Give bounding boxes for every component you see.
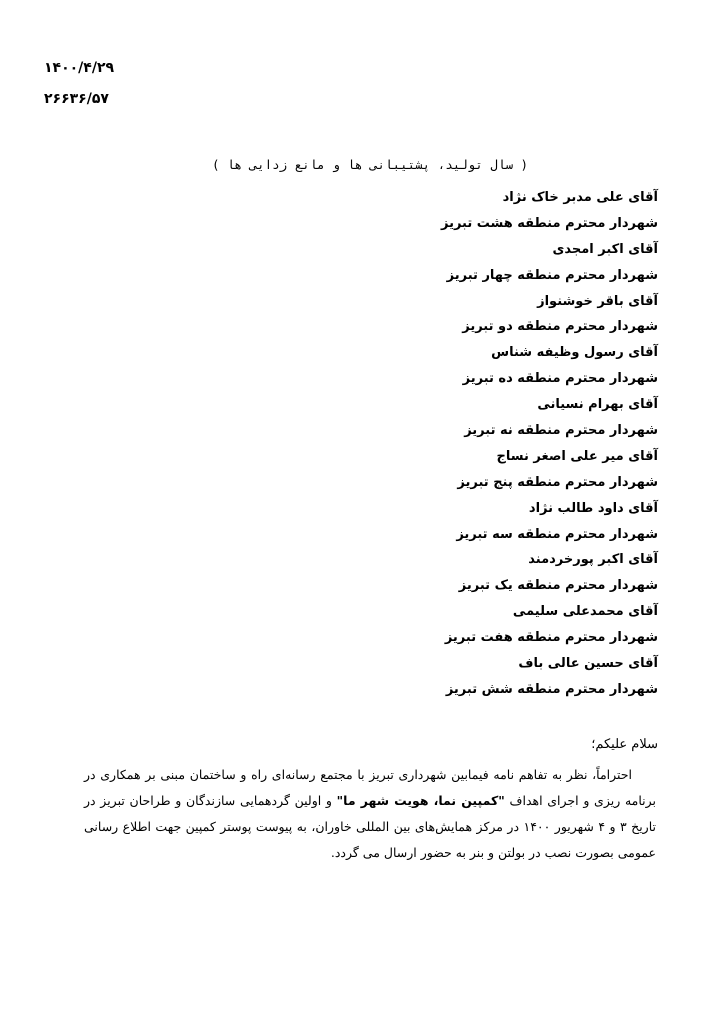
recipient-title: شهردار محترم منطقه پنج تبریز (457, 474, 658, 490)
recipient-name: آقای میر علی اصغر نساج (496, 448, 658, 464)
recipient-title: شهردار محترم منطقه دو تبریز (462, 319, 658, 335)
recipient-title: شهردار محترم منطقه ده تبریز (462, 371, 658, 387)
recipient-name: آقای علی مدبر خاک نژاد (502, 190, 658, 205)
recipient-title: شهردار محترم منطقه شش تبریز (445, 681, 658, 697)
letter-greeting: سلام علیکم؛ (591, 737, 658, 752)
recipient-title: شهردار محترم منطقه چهار تبریز (446, 267, 658, 283)
recipient-name: آقای رسول وظیفه شناس (491, 345, 658, 361)
letter-subject: ( سال تولید، پشتیبانی ها و مانع زدایی ها ) (211, 157, 529, 172)
recipient-name: آقای باقر خوشنواز (537, 293, 658, 309)
recipient-name: آقای حسین عالی باف (518, 656, 658, 672)
letter-date: ۱۴۰۰/۴/۲۹ (44, 60, 115, 76)
recipient-title: شهردار محترم منطقه هفت تبریز (444, 630, 658, 646)
campaign-title: "کمپین نما، هویت شهر ما" (336, 793, 505, 808)
recipient-title: شهردار محترم منطقه نه تبریز (464, 423, 658, 439)
recipient-title: شهردار محترم منطقه سه تبریز (456, 526, 658, 542)
body-text-part2: و اولین گردهمایی سازندگان و طراحان تبریز در تاریخ ۳ و ۴ شهریور ۱۴۰۰ در مرکز همایش‌های بین المللی خاوران، به پیوست پوستر کمپین جهت اطلاع رسانی عمومی بصورت نصب در بولتن و بنر به حضور ارسال می گردد. (84, 793, 656, 860)
recipient-name: آقای بهرام نسیانی (537, 397, 658, 413)
recipient-name: آقای اکبر امجدی (552, 241, 658, 257)
recipient-name: آقای داود طالب نژاد (528, 500, 658, 516)
recipient-name: آقای اکبر پورخردمند (528, 552, 658, 568)
letter-body (84, 762, 656, 866)
letter-number: ۲۶۶۳۶/۵۷ (44, 91, 109, 107)
recipient-name: آقای محمدعلی سلیمی (512, 604, 658, 620)
body-text-part1: احتراماً، نظر به تفاهم نامه فیمابین شهرداری تبریز با مجتمع رسانه‌ای راه و ساختمان مبنی بر همکاری در برنامه ریزی و اجرای اهداف (84, 767, 657, 808)
recipient-title: شهردار محترم منطقه هشت تبریز (440, 215, 658, 231)
recipient-title: شهردار محترم منطقه یک تبریز (458, 578, 658, 594)
recipient-list (258, 185, 658, 703)
